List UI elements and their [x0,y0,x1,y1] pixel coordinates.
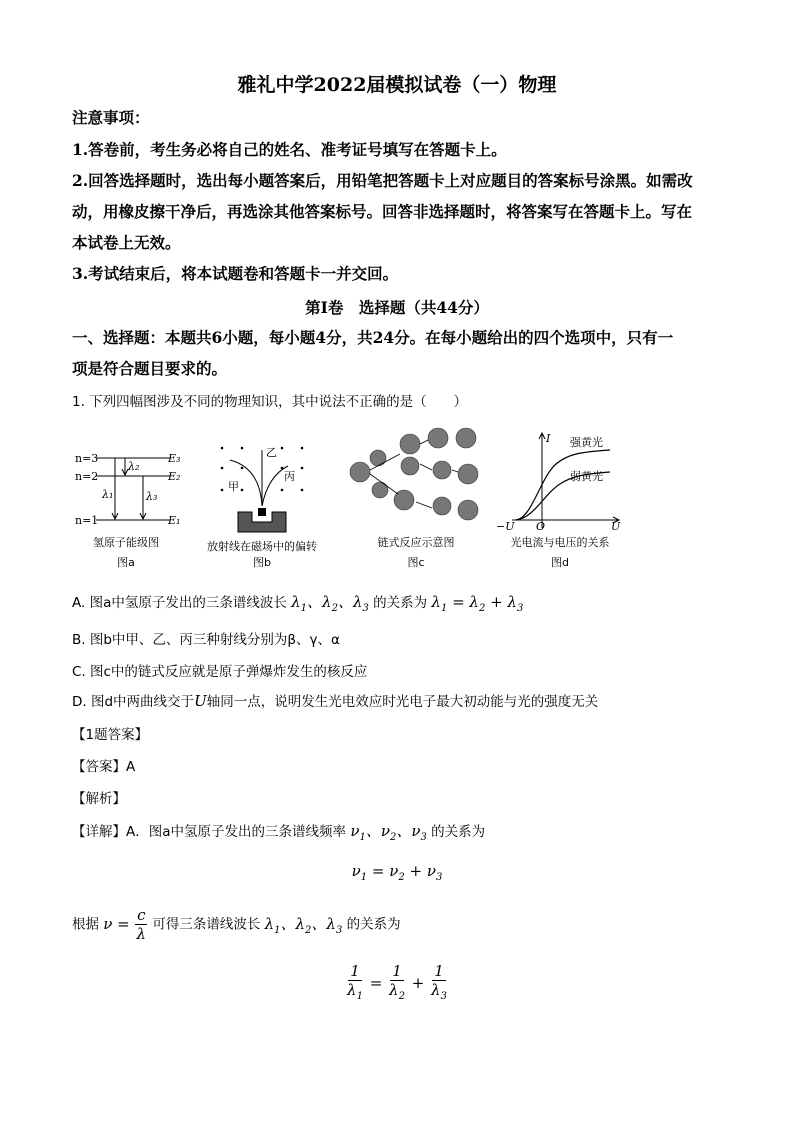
figure-a [75,452,180,569]
fig-a-n2: n=2 [75,470,99,483]
figure-b [207,446,317,569]
fig-b-yi: 乙 [266,446,277,459]
option-c: C. 图c中的链式反应就是原子弹爆炸发生的核反应 [72,664,368,680]
fig-b-bing: 丙 [284,470,295,483]
question-stem: 1. 下列四幅图涉及不同的物理知识，其中说法不正确的是（ ） [72,394,468,410]
section-instr-a: 一、选择题：本题共6小题，每小题4分，共24分。在每小题给出的四个选项中，只有一 [72,328,674,347]
notice-item-2b: 动，用橡皮擦干净后，再选涂其他答案标号。回答非选择题时，将答案写在答题卡上。写在 [72,202,693,221]
answer-value: 【答案】A [72,759,136,775]
figures [70,418,630,578]
fig-a-caption: 氢原子能级图 [93,536,159,549]
fig-d-weak: 弱黄光 [570,470,603,483]
fig-b-label: 图b [253,556,271,569]
detail-line [72,821,485,848]
fig-d-O: O [536,520,546,533]
equation-wavelength: $\frac{1}{\lambda_1}$ = $\frac{1}{\lambda_2}$ + $\frac{1}{\lambda_3}$ [347,962,447,1002]
fig-a-E3: E₃ [168,452,181,465]
notice-item-2c: 本试卷上无效。 [72,233,181,252]
option-a-vars: $\lambda_1$、$\lambda_2$、$\lambda_3$ [291,593,369,614]
option-a [72,592,523,619]
equation-frequency: $\nu_1 = \nu_2 + \nu_3$ [351,862,443,883]
page-title: 雅礼中学2022届模拟试卷（一）物理 [237,74,557,96]
notice-heading: 注意事项： [72,108,150,127]
basis-text-c: 的关系为 [346,916,401,933]
option-a-formula: $\lambda_1 = \lambda_2 + \lambda_3$ [431,593,524,614]
notice-item-1: 1.答卷前，考生务必将自己的姓名、准考证号填写在答题卡上。 [72,140,507,159]
fig-a-l3: λ₃ [146,490,158,503]
detail-vars: $\nu_1$、$\nu_2$、$\nu_3$ [350,822,427,843]
fig-a-l2: λ₂ [128,460,140,473]
basis-text-b: 可得三条谱线波长 [152,916,261,933]
fig-a-E1: E₁ [168,514,181,527]
section-instr-b: 项是符合题目要求的。 [72,359,228,378]
option-d-text-b: 轴同一点，说明发生光电效应时光电子最大初动能与光的强度无关 [206,694,599,710]
fig-d-U: U [611,520,621,533]
notice-item-3: 3.考试结束后，将本试题卷和答题卡一并交回。 [72,264,399,283]
fig-b-jia: 甲 [228,480,239,493]
basis-text-a: 根据 [72,916,99,933]
fig-d-label: 图d [551,556,569,569]
analysis-tag: 【解析】 [72,791,126,807]
basis-vars: $\lambda_1$、$\lambda_2$、$\lambda_3$ [264,914,343,936]
fig-b-caption: 放射线在磁场中的偏转 [207,540,317,553]
fig-c-caption: 链式反应示意图 [377,536,455,549]
section-instructions [72,322,673,384]
answer-tag: 【1题答案】 [72,727,149,743]
figure-d [496,432,621,569]
figure-c [350,428,478,569]
detail-text-b: 的关系为 [431,824,486,840]
fig-d-caption: 光电流与电压的关系 [510,536,610,549]
basis-line [72,906,401,943]
option-d [72,690,598,710]
fig-d-Uc: −U [496,520,515,533]
option-b: B. 图b中甲、乙、丙三种射线分别为β、γ、α [72,632,340,648]
fig-d-strong: 强黄光 [570,436,603,449]
fig-a-n3: n=3 [75,452,99,465]
detail-text-a: 【详解】A．图a中氢原子发出的三条谱线频率 [72,824,347,840]
fig-a-l1: λ₁ [102,488,114,501]
fig-a-n1: n=1 [75,514,99,527]
option-d-U: U [194,692,207,710]
option-a-rel: 的关系为 [373,595,428,611]
fig-a-E2: E₂ [168,470,181,483]
option-d-text-a: D. 图d中两曲线交于 [72,694,195,710]
fig-a-label: 图a [117,556,135,569]
fig-c-label: 图c [407,556,425,569]
fig-d-I: I [546,432,551,445]
notice-item-2a: 2.回答选择题时，选出每小题答案后，用铅笔把答题卡上对应题目的答案标号涂黑。如需改 [72,171,693,190]
option-a-text: A. 图a中氢原子发出的三条谱线波长 [72,595,287,611]
basis-formula: ν = $\frac{c}{\lambda}$ [103,906,147,943]
section-title: 第Ⅰ卷 选择题（共44分） [305,298,489,317]
notice-list [72,134,732,289]
